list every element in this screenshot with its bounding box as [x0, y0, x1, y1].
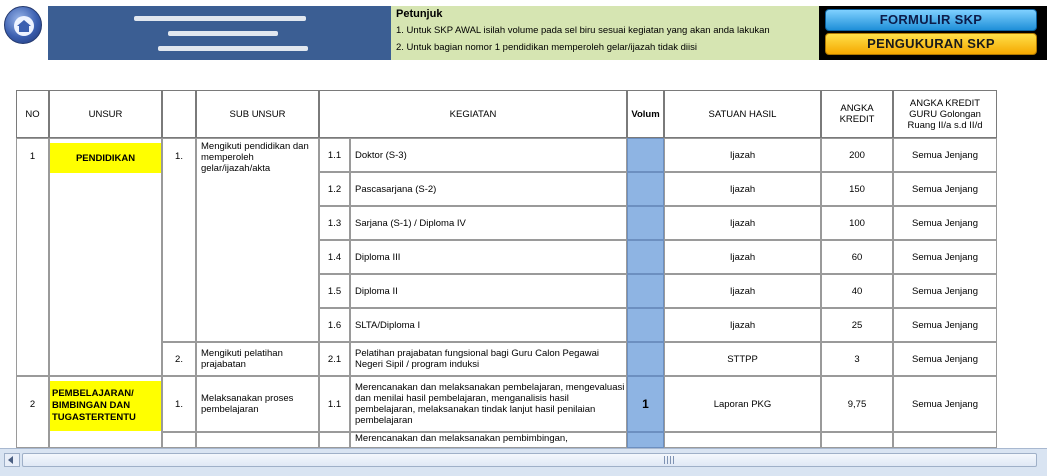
header-angka-kredit: ANGKA KREDIT	[821, 90, 893, 138]
jenjang: Semua Jenjang	[893, 274, 997, 308]
formulir-skp-button[interactable]: FORMULIR SKP	[825, 9, 1037, 31]
jenjang: Semua Jenjang	[893, 138, 997, 172]
kegiatan-code: 1.2	[319, 172, 350, 206]
chevron-left-icon	[8, 456, 13, 464]
header-volum: Volum	[627, 90, 664, 138]
sub-1-name: Mengikuti pendidikan dan memperoleh gelar/ijazah/akta	[196, 138, 319, 342]
home-icon-inner	[14, 16, 34, 36]
volume-input[interactable]: 1	[627, 376, 664, 432]
kegiatan-text: Doktor (S-3)	[350, 138, 627, 172]
satuan-hasil: Ijazah	[664, 172, 821, 206]
kegiatan-text: Pascasarjana (S-2)	[350, 172, 627, 206]
petunjuk-line-1: 1. Untuk SKP AWAL isilah volume pada sel biru sesuai kegiatan yang akan anda lakukan	[396, 25, 770, 36]
sub-4-no	[162, 432, 196, 448]
volume-input[interactable]	[627, 206, 664, 240]
satuan-hasil: Ijazah	[664, 206, 821, 240]
satuan-hasil: Ijazah	[664, 274, 821, 308]
kegiatan-code: 1.1	[319, 376, 350, 432]
volume-input[interactable]	[627, 308, 664, 342]
angka-kredit: 150	[821, 172, 893, 206]
scroll-grip-icon	[664, 456, 676, 464]
header-unsur: UNSUR	[49, 90, 162, 138]
sub-3-name: Melaksanakan proses pembelajaran	[196, 376, 319, 432]
petunjuk-panel	[391, 6, 819, 60]
jenjang: Semua Jenjang	[893, 240, 997, 274]
volume-input[interactable]	[627, 274, 664, 308]
angka-kredit: 60	[821, 240, 893, 274]
unsur-1-no: 1	[16, 138, 49, 376]
petunjuk-title: Petunjuk	[396, 8, 443, 20]
house-icon	[14, 16, 34, 36]
angka-kredit: 9,75	[821, 376, 893, 432]
kegiatan-text: Merencanakan dan melaksanakan pembelajaran, mengevaluasi dan menilai hasil pembelajaran, menganalisis hasil pembelajaran, melaksanakan tindak lanjut hasil penilaian pembelajaran	[350, 376, 627, 432]
satuan-hasil: Ijazah	[664, 308, 821, 342]
volume-input[interactable]	[627, 432, 664, 448]
home-icon[interactable]	[4, 6, 42, 44]
angka-kredit: 25	[821, 308, 893, 342]
sub-2-no: 2.	[162, 342, 196, 376]
volume-input[interactable]	[627, 240, 664, 274]
angka-kredit: 40	[821, 274, 893, 308]
sub-1-no: 1.	[162, 138, 196, 342]
sub-4-name	[196, 432, 319, 448]
unsur-2-no: 2	[16, 376, 49, 448]
kegiatan-text: SLTA/Diploma I	[350, 308, 627, 342]
angka-kredit	[821, 432, 893, 448]
jenjang: Semua Jenjang	[893, 308, 997, 342]
satuan-hasil: Laporan PKG	[664, 376, 821, 432]
jenjang: Semua Jenjang	[893, 342, 997, 376]
kegiatan-code: 1.5	[319, 274, 350, 308]
kegiatan-text: Diploma II	[350, 274, 627, 308]
angka-kredit: 200	[821, 138, 893, 172]
kegiatan-code: 1.6	[319, 308, 350, 342]
kegiatan-code: 1.1	[319, 138, 350, 172]
kegiatan-code: 2.1	[319, 342, 350, 376]
header-satuan-hasil: SATUAN HASIL	[664, 90, 821, 138]
header-kegiatan: KEGIATAN	[319, 90, 627, 138]
satuan-hasil: Ijazah	[664, 240, 821, 274]
title-banner	[48, 6, 391, 60]
unsur-1-cell	[49, 138, 162, 376]
header-angka-kredit-guru: ANGKA KREDIT GURU Golongan Ruang II/a s.d II/d	[893, 90, 997, 138]
unsur-pendidikan-label: PENDIDIKAN	[50, 143, 161, 173]
header-sub-no	[162, 90, 196, 138]
satuan-hasil: STTPP	[664, 342, 821, 376]
sub-2-name: Mengikuti pelatihan prajabatan	[196, 342, 319, 376]
kegiatan-code: 1.3	[319, 206, 350, 240]
header-sub-unsur: SUB UNSUR	[196, 90, 319, 138]
header-no: NO	[16, 90, 49, 138]
angka-kredit: 100	[821, 206, 893, 240]
pengukuran-skp-button[interactable]: PENGUKURAN SKP	[825, 33, 1037, 55]
jenjang	[893, 432, 997, 448]
kegiatan-text: Diploma III	[350, 240, 627, 274]
unsur-2-cell	[49, 376, 162, 448]
title-blur-3	[158, 46, 308, 51]
jenjang: Semua Jenjang	[893, 376, 997, 432]
kegiatan-code: 1.4	[319, 240, 350, 274]
kegiatan-text: Pelatihan prajabatan fungsional bagi Guru Calon Pegawai Negeri Sipil / program induksi	[350, 342, 627, 376]
jenjang: Semua Jenjang	[893, 172, 997, 206]
kegiatan-code	[319, 432, 350, 448]
satuan-hasil: Ijazah	[664, 138, 821, 172]
kegiatan-text: Sarjana (S-1) / Diploma IV	[350, 206, 627, 240]
volume-input[interactable]	[627, 342, 664, 376]
satuan-hasil	[664, 432, 821, 448]
title-blur-1	[134, 16, 306, 21]
button-area	[819, 6, 1047, 60]
volume-input[interactable]	[627, 172, 664, 206]
jenjang: Semua Jenjang	[893, 206, 997, 240]
volume-input[interactable]	[627, 138, 664, 172]
unsur-pembelajaran-label: PEMBELAJARAN/ BIMBINGAN DAN TUGASTERTENTU	[50, 381, 161, 431]
petunjuk-line-2: 2. Untuk bagian nomor 1 pendidikan memperoleh gelar/ijazah tidak diisi	[396, 42, 698, 53]
kegiatan-text: Merencanakan dan melaksanakan pembimbingan,	[350, 432, 627, 448]
title-blur-2	[168, 31, 278, 36]
scrollbar-thumb[interactable]	[22, 453, 1037, 467]
sub-3-no: 1.	[162, 376, 196, 432]
angka-kredit: 3	[821, 342, 893, 376]
